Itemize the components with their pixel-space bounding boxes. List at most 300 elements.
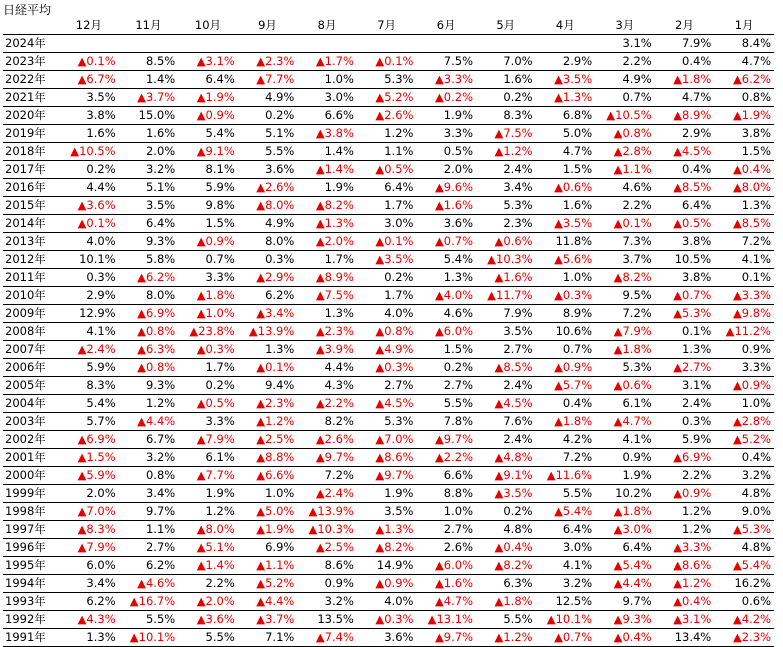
value-cell: 2.2% bbox=[178, 575, 238, 593]
value-cell: ▲1.4% bbox=[178, 557, 238, 575]
value-cell: 7.2% bbox=[297, 467, 357, 485]
value-cell: 3.0% bbox=[357, 215, 417, 233]
value-cell: 9.3% bbox=[119, 233, 179, 251]
value-cell: 4.9% bbox=[238, 215, 298, 233]
value-cell: ▲1.2% bbox=[238, 413, 298, 431]
value-cell: ▲3.7% bbox=[119, 89, 179, 107]
value-cell: 9.7% bbox=[595, 593, 655, 611]
value-cell: 2.7% bbox=[416, 521, 476, 539]
value-cell: 1.6% bbox=[119, 125, 179, 143]
value-cell: ▲3.6% bbox=[59, 197, 119, 215]
value-cell: 4.1% bbox=[536, 557, 596, 575]
value-cell: ▲0.6% bbox=[595, 377, 655, 395]
value-cell: 1.0% bbox=[416, 503, 476, 521]
value-cell: 1.3% bbox=[59, 629, 119, 647]
value-cell: 1.7% bbox=[357, 197, 417, 215]
value-cell: 4.9% bbox=[238, 89, 298, 107]
value-cell: 7.9% bbox=[476, 305, 536, 323]
value-cell: 2.2% bbox=[655, 467, 715, 485]
header-month: 2月 bbox=[655, 17, 715, 35]
value-cell: 6.8% bbox=[536, 107, 596, 125]
value-cell: ▲4.6% bbox=[119, 575, 179, 593]
value-cell: 7.2% bbox=[536, 449, 596, 467]
value-cell: 1.2% bbox=[655, 503, 715, 521]
value-cell: ▲5.2% bbox=[714, 431, 774, 449]
value-cell: ▲7.7% bbox=[238, 71, 298, 89]
value-cell: ▲1.6% bbox=[416, 197, 476, 215]
value-cell: 1.6% bbox=[476, 71, 536, 89]
value-cell: ▲8.0% bbox=[178, 521, 238, 539]
value-cell: 0.3% bbox=[655, 413, 715, 431]
value-cell: 7.3% bbox=[595, 233, 655, 251]
value-cell: ▲10.3% bbox=[297, 521, 357, 539]
value-cell: 6.6% bbox=[297, 107, 357, 125]
value-cell: ▲6.9% bbox=[119, 305, 179, 323]
value-cell: 3.5% bbox=[476, 323, 536, 341]
table-body bbox=[3, 35, 774, 647]
header-month: 11月 bbox=[119, 17, 179, 35]
value-cell: ▲0.5% bbox=[178, 395, 238, 413]
value-cell: ▲0.9% bbox=[536, 359, 596, 377]
value-cell: ▲7.0% bbox=[357, 431, 417, 449]
value-cell: 9.8% bbox=[178, 197, 238, 215]
value-cell: 0.7% bbox=[178, 251, 238, 269]
value-cell: ▲5.4% bbox=[536, 503, 596, 521]
value-cell: ▲0.2% bbox=[416, 89, 476, 107]
table-title: 日経平均 bbox=[3, 3, 52, 17]
value-cell: 7.6% bbox=[476, 413, 536, 431]
value-cell: 2.4% bbox=[476, 377, 536, 395]
value-cell: ▲6.3% bbox=[119, 341, 179, 359]
value-cell: 4.3% bbox=[297, 377, 357, 395]
value-cell: ▲6.9% bbox=[655, 449, 715, 467]
value-cell: 4.0% bbox=[357, 593, 417, 611]
value-cell: ▲5.4% bbox=[714, 557, 774, 575]
value-cell: ▲16.7% bbox=[119, 593, 179, 611]
value-cell: ▲1.3% bbox=[297, 215, 357, 233]
value-cell: 8.6% bbox=[297, 557, 357, 575]
value-cell: 8.9% bbox=[536, 305, 596, 323]
value-cell: ▲2.5% bbox=[297, 539, 357, 557]
year-cell: 2022年 bbox=[3, 71, 59, 89]
value-cell: 1.5% bbox=[714, 143, 774, 161]
value-cell: ▲1.2% bbox=[476, 629, 536, 647]
value-cell: 2.7% bbox=[476, 341, 536, 359]
value-cell: 10.2% bbox=[595, 485, 655, 503]
value-cell: ▲9.7% bbox=[357, 467, 417, 485]
table-row bbox=[3, 341, 774, 359]
value-cell: 6.2% bbox=[119, 557, 179, 575]
value-cell: ▲5.3% bbox=[655, 305, 715, 323]
table-row bbox=[3, 629, 774, 647]
value-cell: 2.7% bbox=[357, 377, 417, 395]
value-cell: 0.8% bbox=[714, 89, 774, 107]
table-row bbox=[3, 575, 774, 593]
value-cell: ▲1.9% bbox=[178, 89, 238, 107]
value-cell: 2.0% bbox=[59, 485, 119, 503]
value-cell: 3.2% bbox=[714, 467, 774, 485]
year-cell: 2016年 bbox=[3, 179, 59, 197]
value-cell: ▲9.8% bbox=[714, 305, 774, 323]
header-month: 9月 bbox=[238, 17, 298, 35]
value-cell: ▲8.2% bbox=[297, 197, 357, 215]
value-cell: ▲2.5% bbox=[238, 431, 298, 449]
value-cell: ▲0.4% bbox=[476, 539, 536, 557]
value-cell: 6.6% bbox=[416, 467, 476, 485]
year-cell: 1993年 bbox=[3, 593, 59, 611]
value-cell: 6.2% bbox=[238, 287, 298, 305]
value-cell: 8.2% bbox=[297, 413, 357, 431]
value-cell: ▲4.0% bbox=[416, 287, 476, 305]
table-row bbox=[3, 521, 774, 539]
value-cell: 15.0% bbox=[119, 107, 179, 125]
value-cell: ▲0.3% bbox=[357, 359, 417, 377]
year-cell: 2020年 bbox=[3, 107, 59, 125]
value-cell: 0.4% bbox=[714, 449, 774, 467]
value-cell: 2.4% bbox=[476, 431, 536, 449]
year-cell: 2001年 bbox=[3, 449, 59, 467]
value-cell: 12.9% bbox=[59, 305, 119, 323]
value-cell: ▲0.9% bbox=[357, 575, 417, 593]
value-cell: ▲0.8% bbox=[119, 323, 179, 341]
value-cell: 0.4% bbox=[655, 161, 715, 179]
value-cell: 3.0% bbox=[297, 89, 357, 107]
value-cell: ▲0.7% bbox=[416, 233, 476, 251]
value-cell: 3.2% bbox=[536, 575, 596, 593]
value-cell: 3.5% bbox=[119, 197, 179, 215]
value-cell: ▲5.2% bbox=[357, 89, 417, 107]
value-cell: ▲8.0% bbox=[714, 179, 774, 197]
value-cell: 1.0% bbox=[536, 269, 596, 287]
value-cell: ▲0.3% bbox=[357, 611, 417, 629]
table-row bbox=[3, 305, 774, 323]
value-cell bbox=[119, 35, 179, 53]
value-cell: 2.2% bbox=[595, 53, 655, 71]
value-cell: ▲2.0% bbox=[297, 233, 357, 251]
value-cell: 1.3% bbox=[297, 305, 357, 323]
value-cell: 9.7% bbox=[119, 503, 179, 521]
value-cell: 3.5% bbox=[59, 89, 119, 107]
value-cell: ▲11.6% bbox=[536, 467, 596, 485]
value-cell: 3.2% bbox=[297, 593, 357, 611]
year-cell: 1999年 bbox=[3, 485, 59, 503]
value-cell: 0.4% bbox=[536, 395, 596, 413]
table-row bbox=[3, 161, 774, 179]
value-cell: 1.5% bbox=[536, 161, 596, 179]
value-cell: 0.3% bbox=[238, 251, 298, 269]
value-cell: 0.2% bbox=[476, 89, 536, 107]
value-cell: ▲0.7% bbox=[655, 287, 715, 305]
value-cell: 5.8% bbox=[119, 251, 179, 269]
value-cell: ▲10.3% bbox=[476, 251, 536, 269]
value-cell: 6.1% bbox=[178, 449, 238, 467]
value-cell: 1.1% bbox=[119, 521, 179, 539]
value-cell: 5.7% bbox=[59, 413, 119, 431]
value-cell: ▲6.2% bbox=[119, 269, 179, 287]
value-cell: 5.3% bbox=[595, 359, 655, 377]
value-cell: 5.9% bbox=[59, 359, 119, 377]
year-cell: 2006年 bbox=[3, 359, 59, 377]
value-cell: ▲3.5% bbox=[536, 71, 596, 89]
value-cell: 1.9% bbox=[297, 179, 357, 197]
value-cell: 5.9% bbox=[178, 179, 238, 197]
value-cell: 3.2% bbox=[119, 161, 179, 179]
value-cell: 2.4% bbox=[476, 161, 536, 179]
value-cell: ▲8.9% bbox=[655, 107, 715, 125]
value-cell: 0.2% bbox=[59, 161, 119, 179]
value-cell: 1.9% bbox=[416, 107, 476, 125]
value-cell: 7.2% bbox=[714, 233, 774, 251]
value-cell: ▲9.7% bbox=[416, 431, 476, 449]
table-row bbox=[3, 503, 774, 521]
value-cell: 3.3% bbox=[416, 125, 476, 143]
table-row bbox=[3, 431, 774, 449]
value-cell: ▲3.6% bbox=[178, 611, 238, 629]
value-cell: ▲1.9% bbox=[714, 107, 774, 125]
table-row bbox=[3, 557, 774, 575]
value-cell: ▲5.6% bbox=[536, 251, 596, 269]
value-cell: ▲9.6% bbox=[416, 179, 476, 197]
value-cell: 4.7% bbox=[714, 53, 774, 71]
table-row bbox=[3, 269, 774, 287]
value-cell: ▲4.5% bbox=[357, 395, 417, 413]
value-cell: ▲0.1% bbox=[595, 215, 655, 233]
value-cell: 6.3% bbox=[476, 575, 536, 593]
value-cell: 13.4% bbox=[655, 629, 715, 647]
year-cell: 2002年 bbox=[3, 431, 59, 449]
value-cell: 4.9% bbox=[595, 71, 655, 89]
value-cell: ▲1.3% bbox=[536, 89, 596, 107]
value-cell: 1.9% bbox=[357, 485, 417, 503]
value-cell: 5.4% bbox=[416, 251, 476, 269]
value-cell bbox=[536, 35, 596, 53]
value-cell: ▲0.1% bbox=[59, 53, 119, 71]
value-cell: 8.0% bbox=[119, 287, 179, 305]
value-cell bbox=[476, 35, 536, 53]
header-year-cell bbox=[3, 17, 59, 35]
year-cell: 1995年 bbox=[3, 557, 59, 575]
value-cell: ▲0.3% bbox=[178, 341, 238, 359]
value-cell: 6.4% bbox=[119, 215, 179, 233]
value-cell: 3.8% bbox=[655, 233, 715, 251]
table-row bbox=[3, 71, 774, 89]
value-cell: 8.3% bbox=[476, 107, 536, 125]
value-cell: ▲7.5% bbox=[297, 287, 357, 305]
value-cell: 5.5% bbox=[178, 629, 238, 647]
value-cell: ▲5.1% bbox=[178, 539, 238, 557]
value-cell: ▲0.9% bbox=[714, 377, 774, 395]
header-month: 10月 bbox=[178, 17, 238, 35]
value-cell: 7.9% bbox=[655, 35, 715, 53]
value-cell: ▲0.9% bbox=[655, 485, 715, 503]
value-cell: ▲8.6% bbox=[655, 557, 715, 575]
value-cell: ▲1.8% bbox=[595, 503, 655, 521]
value-cell: 1.5% bbox=[416, 341, 476, 359]
value-cell: 1.0% bbox=[297, 71, 357, 89]
value-cell: ▲0.4% bbox=[714, 161, 774, 179]
value-cell: 8.1% bbox=[178, 161, 238, 179]
value-cell: 3.2% bbox=[119, 449, 179, 467]
table-row bbox=[3, 53, 774, 71]
value-cell: ▲2.6% bbox=[297, 431, 357, 449]
value-cell: ▲8.5% bbox=[476, 359, 536, 377]
value-cell: 0.1% bbox=[714, 269, 774, 287]
table-row bbox=[3, 449, 774, 467]
value-cell: ▲1.7% bbox=[297, 53, 357, 71]
value-cell: ▲3.9% bbox=[297, 341, 357, 359]
value-cell: 1.3% bbox=[238, 341, 298, 359]
value-cell: 0.1% bbox=[655, 323, 715, 341]
value-cell: ▲1.8% bbox=[476, 593, 536, 611]
value-cell: ▲3.3% bbox=[416, 71, 476, 89]
table-row bbox=[3, 107, 774, 125]
value-cell: ▲6.2% bbox=[714, 71, 774, 89]
year-cell: 1998年 bbox=[3, 503, 59, 521]
value-cell: 3.5% bbox=[357, 503, 417, 521]
year-cell: 1997年 bbox=[3, 521, 59, 539]
year-cell: 2004年 bbox=[3, 395, 59, 413]
value-cell: ▲4.7% bbox=[595, 413, 655, 431]
value-cell: 1.9% bbox=[595, 467, 655, 485]
value-cell: ▲3.8% bbox=[297, 125, 357, 143]
value-cell: 5.3% bbox=[357, 413, 417, 431]
table-row bbox=[3, 413, 774, 431]
value-cell: 3.7% bbox=[595, 251, 655, 269]
value-cell: ▲7.4% bbox=[297, 629, 357, 647]
value-cell: 1.7% bbox=[178, 359, 238, 377]
value-cell: ▲13.9% bbox=[297, 503, 357, 521]
value-cell: 7.1% bbox=[238, 629, 298, 647]
value-cell: 2.3% bbox=[476, 215, 536, 233]
value-cell: 3.6% bbox=[416, 215, 476, 233]
value-cell: ▲9.7% bbox=[297, 449, 357, 467]
value-cell: ▲1.8% bbox=[595, 341, 655, 359]
table-row bbox=[3, 197, 774, 215]
value-cell: 3.8% bbox=[714, 125, 774, 143]
table-row bbox=[3, 125, 774, 143]
value-cell: 0.6% bbox=[714, 593, 774, 611]
value-cell: ▲2.4% bbox=[59, 341, 119, 359]
value-cell: ▲10.1% bbox=[536, 611, 596, 629]
year-cell: 2018年 bbox=[3, 143, 59, 161]
value-cell: 1.1% bbox=[357, 143, 417, 161]
value-cell: ▲2.6% bbox=[357, 107, 417, 125]
year-cell: 2015年 bbox=[3, 197, 59, 215]
value-cell: ▲4.2% bbox=[714, 611, 774, 629]
value-cell: ▲8.5% bbox=[655, 179, 715, 197]
value-cell: ▲3.3% bbox=[714, 287, 774, 305]
value-cell: ▲4.4% bbox=[238, 593, 298, 611]
value-cell: 4.8% bbox=[714, 485, 774, 503]
value-cell: ▲3.0% bbox=[595, 521, 655, 539]
value-cell: 0.2% bbox=[178, 377, 238, 395]
value-cell: 4.7% bbox=[536, 143, 596, 161]
year-cell: 2013年 bbox=[3, 233, 59, 251]
value-cell: ▲1.6% bbox=[476, 269, 536, 287]
value-cell: 2.2% bbox=[595, 197, 655, 215]
value-cell: ▲8.5% bbox=[714, 215, 774, 233]
value-cell: ▲23.8% bbox=[178, 323, 238, 341]
value-cell: 4.4% bbox=[59, 179, 119, 197]
value-cell bbox=[178, 35, 238, 53]
value-cell: ▲4.4% bbox=[119, 413, 179, 431]
value-cell: ▲0.1% bbox=[59, 215, 119, 233]
header-month: 6月 bbox=[416, 17, 476, 35]
header-row bbox=[3, 17, 774, 35]
value-cell: 0.9% bbox=[595, 449, 655, 467]
value-cell: ▲7.9% bbox=[178, 431, 238, 449]
value-cell: 4.1% bbox=[59, 323, 119, 341]
value-cell: 1.6% bbox=[59, 125, 119, 143]
value-cell: ▲3.1% bbox=[655, 611, 715, 629]
year-cell: 1991年 bbox=[3, 629, 59, 647]
value-cell: ▲0.9% bbox=[178, 107, 238, 125]
value-cell: 6.9% bbox=[238, 539, 298, 557]
value-cell: 7.0% bbox=[476, 53, 536, 71]
value-cell: ▲7.5% bbox=[476, 125, 536, 143]
value-cell: ▲1.8% bbox=[536, 413, 596, 431]
value-cell: ▲9.3% bbox=[595, 611, 655, 629]
value-cell bbox=[297, 35, 357, 53]
header-month: 1月 bbox=[714, 17, 774, 35]
year-cell: 2005年 bbox=[3, 377, 59, 395]
value-cell: 0.2% bbox=[416, 359, 476, 377]
year-cell: 1996年 bbox=[3, 539, 59, 557]
value-cell: ▲6.6% bbox=[238, 467, 298, 485]
header-month: 12月 bbox=[59, 17, 119, 35]
value-cell: ▲1.2% bbox=[655, 575, 715, 593]
value-cell: 0.7% bbox=[595, 89, 655, 107]
value-cell: ▲9.1% bbox=[178, 143, 238, 161]
year-cell: 2019年 bbox=[3, 125, 59, 143]
value-cell: 0.2% bbox=[476, 503, 536, 521]
monthly-returns-table bbox=[3, 17, 774, 647]
value-cell: ▲2.7% bbox=[655, 359, 715, 377]
value-cell: 1.2% bbox=[178, 503, 238, 521]
value-cell: 4.0% bbox=[357, 305, 417, 323]
value-cell: 3.3% bbox=[714, 359, 774, 377]
value-cell: ▲0.6% bbox=[536, 179, 596, 197]
value-cell: 6.1% bbox=[595, 395, 655, 413]
value-cell: 0.4% bbox=[655, 53, 715, 71]
value-cell: 1.2% bbox=[357, 125, 417, 143]
value-cell: ▲0.9% bbox=[178, 233, 238, 251]
year-cell: 1994年 bbox=[3, 575, 59, 593]
value-cell: ▲5.2% bbox=[238, 575, 298, 593]
value-cell: 4.6% bbox=[595, 179, 655, 197]
value-cell: ▲2.3% bbox=[714, 629, 774, 647]
value-cell: 6.2% bbox=[59, 593, 119, 611]
value-cell: 14.9% bbox=[357, 557, 417, 575]
value-cell: 2.7% bbox=[119, 539, 179, 557]
value-cell: 8.3% bbox=[59, 377, 119, 395]
table-row bbox=[3, 323, 774, 341]
value-cell: 1.0% bbox=[238, 485, 298, 503]
value-cell: ▲5.9% bbox=[59, 467, 119, 485]
value-cell: 1.7% bbox=[297, 251, 357, 269]
value-cell: 5.3% bbox=[476, 197, 536, 215]
value-cell: 9.5% bbox=[595, 287, 655, 305]
value-cell: ▲5.4% bbox=[595, 557, 655, 575]
value-cell: ▲2.9% bbox=[238, 269, 298, 287]
value-cell: 9.3% bbox=[119, 377, 179, 395]
value-cell: ▲8.6% bbox=[357, 449, 417, 467]
value-cell: ▲6.9% bbox=[59, 431, 119, 449]
value-cell: ▲8.9% bbox=[297, 269, 357, 287]
year-cell: 2012年 bbox=[3, 251, 59, 269]
value-cell: ▲5.7% bbox=[536, 377, 596, 395]
value-cell: ▲1.4% bbox=[297, 161, 357, 179]
